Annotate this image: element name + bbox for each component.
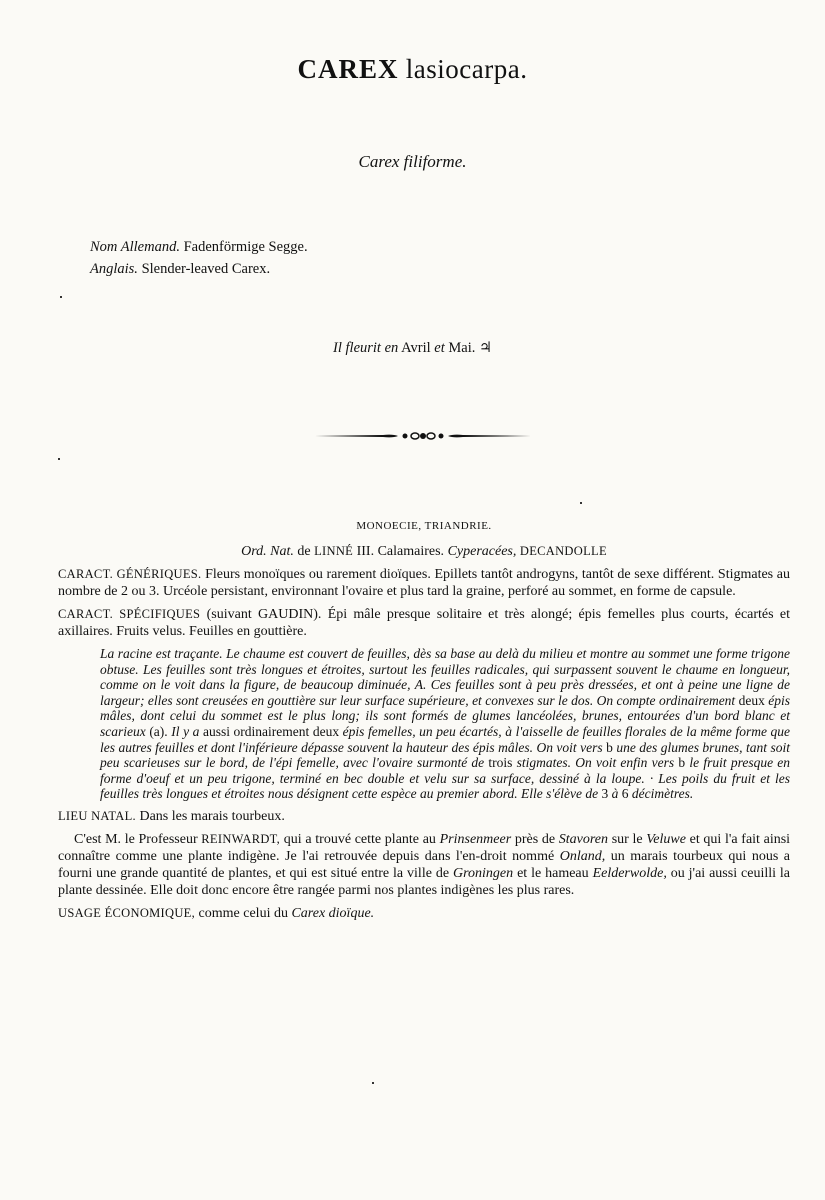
decandolle-name: DECANDOLLE xyxy=(519,544,607,558)
german-name-row xyxy=(90,236,308,258)
generic-label: CARACT. GÉNÉRIQUES. xyxy=(58,567,202,581)
english-label: Anglais. xyxy=(90,261,138,277)
linne-name: LINNÉ xyxy=(314,544,354,558)
habitat-label: LIEU NATAL. xyxy=(58,808,136,823)
history-part: ou j'ai aussi ceuilli la plante dessinée. Elle doit donc encore être rangée parmi nos plantes indigènes les plus rares. xyxy=(58,865,791,898)
flowering-prefix: Il fleurit en xyxy=(333,340,399,356)
ord-de: de xyxy=(297,544,311,559)
english-name-row xyxy=(90,258,308,280)
common-names xyxy=(90,236,308,280)
desc-part: épis femelles, un peu écartés, à l'aisselle de feuilles florales de la même forme que les autres feuilles et dont l'inférieure dépasse souvent la hauteur des épis mâles. On voit vers xyxy=(100,723,791,755)
species-name: lasiocarpa. xyxy=(405,54,528,84)
desc-part: aussi ordinairement deux xyxy=(202,723,340,739)
history-paragraph xyxy=(58,831,790,899)
linne-value: III. Calamaires. xyxy=(356,544,445,559)
print-speck xyxy=(372,1082,374,1084)
print-speck xyxy=(58,458,60,460)
german-value: Fadenförmige Segge. xyxy=(183,239,308,255)
german-label: Nom Allemand. xyxy=(90,239,180,255)
desc-part: b xyxy=(678,755,686,771)
usage-text: comme celui du xyxy=(198,905,288,921)
place-onland: Onland, xyxy=(559,848,606,864)
habitat xyxy=(58,808,790,825)
habitat-text: Dans les marais tourbeux. xyxy=(139,808,285,824)
specific-characters xyxy=(58,606,790,640)
history-part: près de xyxy=(514,831,556,847)
french-name: Carex filiforme. xyxy=(358,152,467,171)
genus-name: CAREX xyxy=(297,54,399,84)
desc-part: stigmates. On voit enfin vers xyxy=(516,755,675,771)
desc-part: Il y a xyxy=(171,723,200,739)
history-part: et le hameau xyxy=(517,865,589,881)
history-part: qui a trouvé cette plante au xyxy=(283,831,436,847)
print-speck xyxy=(580,502,582,504)
natural-order xyxy=(58,543,790,560)
history-part: et qui l'a fait ainsi connaître comme une plante indigène. Je l'ai retrouvée depuis dans l'en-droit nommé xyxy=(58,831,791,864)
desc-part: trois xyxy=(488,755,513,771)
specific-label: CARACT. SPÉCIFIQUES xyxy=(58,607,201,621)
desc-part: (a). xyxy=(149,723,168,739)
english-value: Slender-leaved Carex. xyxy=(141,261,271,277)
specific-source: (suivant GAUDIN). xyxy=(206,607,322,622)
ord-label: Ord. Nat. xyxy=(241,544,294,559)
cyperacees: Cyperacées, xyxy=(447,544,517,559)
flowering-month1: Avril xyxy=(401,340,431,356)
desc-part: une des glumes brunes, tant soit peu scarieuses sur le bord, de l'épi femelle, avec l'ovaire surmonté de xyxy=(100,739,790,771)
flowering-month2: Mai. xyxy=(448,340,476,356)
body-text xyxy=(58,518,790,928)
desc-part: décimètres. xyxy=(631,786,694,802)
place-veluwe: Veluwe xyxy=(646,831,686,847)
specific-text: Épi mâle presque solitaire et très alongé; épis femelles plus courts, écartés et axillaires. Fruits velus. Feuilles en gouttière. xyxy=(58,607,790,639)
flowering-period xyxy=(0,340,825,357)
place-groningen: Groningen xyxy=(452,865,514,881)
history-part: sur le xyxy=(611,831,643,847)
desc-part: 6 xyxy=(621,786,629,802)
linnaean-class: MONOECIE, TRIANDRIE. xyxy=(356,520,492,532)
economic-use xyxy=(58,905,790,922)
desc-part: le fruit presque en forme d'oeuf et un peu trigone, terminé en bec double et velu sur sa surface, dessiné à la loupe. · Les poils du fruit et les feuilles très longues et étroites nous désignent cette espèce au premier abord. Elle s'élève de xyxy=(100,755,791,802)
generic-characters xyxy=(58,566,790,600)
description-paragraph xyxy=(58,646,790,802)
perennial-symbol: ♃ xyxy=(478,340,492,356)
desc-part: deux xyxy=(738,692,765,708)
print-speck xyxy=(60,296,62,298)
page-title xyxy=(0,54,825,85)
generic-text: Fleurs monoïques ou rarement dioïques. Epillets tantôt androgyns, tantôt de sexe différent. Stigmates au nombre de 2 ou 3. Urcéole persistant, environnant l'ovaire et plus tard la graine, perforé au sommet, en forme de capsule. xyxy=(58,567,790,599)
reinwardt-name: REINWARDT, xyxy=(201,831,281,846)
desc-part: b xyxy=(606,739,613,755)
history-part: un marais tourbeux qui nous a fourni une grande quantité de plantes, et qui est situé entre la ville de xyxy=(58,848,791,881)
place-eelderwolde: Eelderwolde, xyxy=(592,865,667,881)
usage-ref: Carex dioïque. xyxy=(291,905,375,921)
history-part: C'est M. le Professeur xyxy=(74,831,198,847)
usage-label: USAGE ÉCONOMIQUE, xyxy=(58,905,196,920)
ornament-divider-icon xyxy=(313,428,533,444)
flowering-conj: et xyxy=(434,340,445,356)
desc-part: à xyxy=(611,786,619,802)
desc-part: 3 xyxy=(601,786,609,802)
place-stavoren: Stavoren xyxy=(558,831,608,847)
desc-part: La racine est traçante. Le chaume est couvert de feuilles, dès sa base au delà du milieu et montre au sommet une forme trigone obtuse. Les feuilles sont très longues et étroites, surtout les feuilles radicales, qui surpassent souvent le chaume en longueur, comme on le voit dans la figure, de beaucoup diminuée, A. Ces feuilles sont à peu près dressées, et ont à peine une ligne de largeur; elles sont creusées en gouttière sur leur surface supérieure, et convexes sur le dos. On compte ordinairement xyxy=(100,646,790,708)
desc-part: épis mâles, dont celui du sommet est le plus long; ils sont formés de glumes lancéolées, brunes, entourées d'un bord blanc et scarieux xyxy=(100,692,790,739)
place-prinsenmeer: Prinsenmeer xyxy=(439,831,512,847)
